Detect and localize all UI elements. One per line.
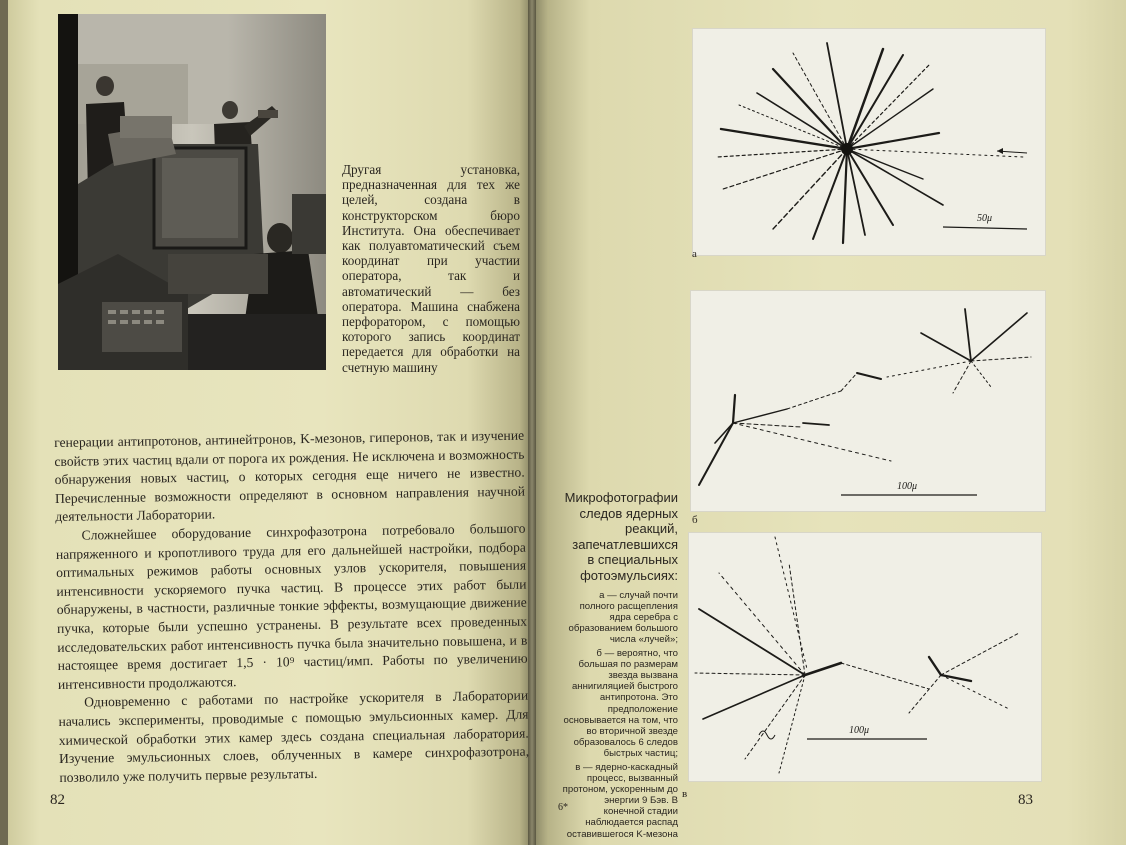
scale-label-c: 100μ — [849, 725, 870, 736]
body-paragraph: Одновременно с работами по настройке ускорителя в Лаборатории начались эксперименты, проводимые с помощью эмульсионных камер. Для химической обработки этих камер здесь создана специальная лаборатория. Изучение эмульсионных слоев, облученных в камере синхрофазотрона, позволило уже получить первые результаты. — [58, 687, 530, 785]
main-body-text — [54, 427, 529, 788]
page-number-left: 82 — [50, 792, 65, 808]
photo-caption — [342, 162, 520, 375]
micrograph-caption-title: Микрофотографии следов ядерных реакций, запечатлевшихся в специальных фотоэмульсиях: — [564, 490, 678, 583]
micrograph-b — [690, 290, 1046, 512]
micrograph-caption-item-b: б — вероятно, что большая по размерам звезда вызвана аннигиляцией быстрого антипротона. Это предположение основывается на том, что во вторичной звезде образовалось 6 следов быстрых частиц; — [563, 648, 678, 759]
micrograph-caption — [562, 490, 678, 843]
micrograph-caption-item-c: в — ядерно-каскадный процесс, вызванный протоном, ускоренным до энергии 9 Бэв. В конечной стадии наблюдается распад оставившегося K-мезона — [562, 761, 678, 840]
micrograph-caption-item-a: а — случай почти полного расщепления ядра серебра с образованием большого числа «лучей»; — [568, 589, 678, 645]
signature-mark: 6* — [558, 802, 568, 813]
scale-label-b: 100μ — [897, 481, 918, 492]
page-number-right: 83 — [1018, 792, 1033, 808]
photo-caption-text: Другая установка, предназначенная для тех же целей, создана в конструкторском бюро Института. Она обеспечивает как полуавтоматический съем координат при участии оператора, так и автоматический — без оператора. Машина снабжена перфоратором, с помощью которого запись координат передается для обработки на счетную машину — [342, 162, 520, 375]
micrograph-a — [692, 28, 1046, 256]
scale-label-a: 50μ — [977, 213, 993, 224]
photo-coordinate-measuring-machine — [58, 14, 326, 370]
book-gutter — [528, 0, 536, 845]
figure-letter-b: б — [692, 514, 698, 526]
figure-letter-a: а — [692, 248, 697, 260]
micrograph-c — [688, 532, 1042, 782]
body-paragraph: Сложнейшее оборудование синхрофазотрона потребовало большого напряженного и кропотливого труда для его дальнейшей настройки, подбора оптимальных режимов работы основных узлов ускорителя, повышения интенсивности ускоряемого пучка частиц. В процессе этих работ были обнаружены, в частности, различные тонкие эффекты, возмущающие движение пучка, которые были успешно устранены. В результате всех проведенных исследовательских работ интенсивность пучка была значительно повышена, и в настоящее время достигает 1,5 · 10⁹ частиц/имп. Работы по увеличению интенсивности продолжаются. — [55, 520, 528, 692]
figure-letter-c: в — [682, 788, 688, 800]
body-paragraph: генерации антипротонов, антинейтронов, K-мезонов, гиперонов, так и изучение свойств этих частиц вдали от порога их рождения. Не исключена и возможность обнаружения новых частиц, о которых сегодня еще ничего не известно. Перечисленные возможности определяют в основном направления научной деятельности Лаборатории. — [54, 427, 526, 525]
